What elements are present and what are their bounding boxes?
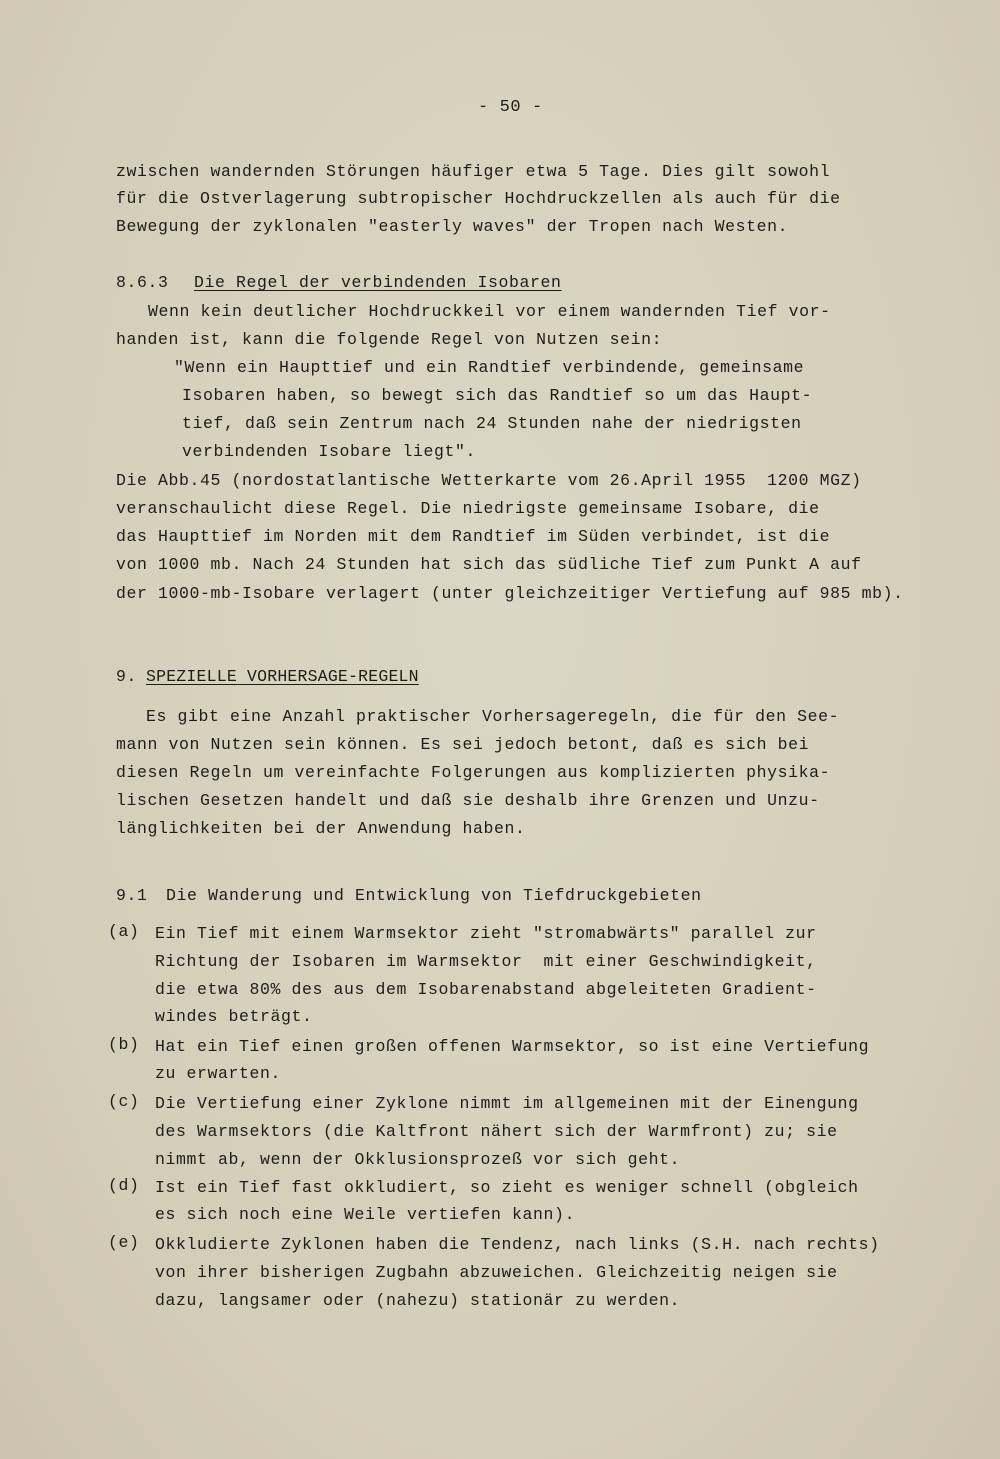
list-item-label: (c): [108, 1092, 140, 1111]
section-title: Die Regel der verbindenden Isobaren: [194, 273, 562, 292]
list-item-line: Ist ein Tief fast okkludiert, so zieht es weniger schnell (obgleich: [155, 1178, 859, 1197]
list-item-line: windes beträgt.: [155, 1007, 313, 1026]
list-item-line: Okkludierte Zyklonen haben die Tendenz, nach links (S.H. nach rechts): [155, 1235, 880, 1254]
list-item-line: von ihrer bisherigen Zugbahn abzuweichen. Gleichzeitig neigen sie: [155, 1263, 838, 1282]
section-title: Die Wanderung und Entwicklung von Tiefdruckgebieten: [166, 886, 702, 905]
section-title: SPEZIELLE VORHERSAGE-REGELN: [146, 667, 419, 686]
quote-line: verbindenden Isobare liegt".: [182, 442, 477, 461]
intro-line: Bewegung der zyklonalen "easterly waves" der Tropen nach Westen.: [116, 217, 789, 236]
list-item-label: (e): [108, 1233, 140, 1252]
intro-line: für die Ostverlagerung subtropischer Hochdruckzellen als auch für die: [116, 189, 841, 208]
list-item-line: zu erwarten.: [155, 1064, 282, 1083]
section-number: 9.1: [116, 886, 148, 905]
paragraph-line: das Haupttief im Norden mit dem Randtief im Süden verbindet, ist die: [116, 527, 831, 546]
list-item-line: des Warmsektors (die Kaltfront nähert sich der Warmfront) zu; sie: [155, 1122, 838, 1141]
section-number: 8.6.3: [116, 273, 169, 292]
quote-line: tief, daß sein Zentrum nach 24 Stunden nahe der niedrigsten: [182, 414, 802, 433]
paragraph-line: diesen Regeln um vereinfachte Folgerungen aus komplizierten physika-: [116, 763, 831, 782]
paragraph-line: veranschaulicht diese Regel. Die niedrigste gemeinsame Isobare, die: [116, 499, 820, 518]
paragraph-line: Es gibt eine Anzahl praktischer Vorhersageregeln, die für den See-: [146, 707, 840, 726]
list-item-line: die etwa 80% des aus dem Isobarenabstand abgeleiteten Gradient-: [155, 980, 817, 999]
section-number: 9.: [116, 667, 138, 686]
paragraph-line: von 1000 mb. Nach 24 Stunden hat sich das südliche Tief zum Punkt A auf: [116, 555, 862, 574]
quote-line: Isobaren haben, so bewegt sich das Randtief so um das Haupt-: [182, 386, 813, 405]
list-item-line: dazu, langsamer oder (nahezu) stationär zu werden.: [155, 1291, 681, 1310]
list-item-line: Ein Tief mit einem Warmsektor zieht "stromabwärts" parallel zur: [155, 924, 817, 943]
paragraph-line: handen ist, kann die folgende Regel von Nutzen sein:: [116, 330, 663, 349]
paragraph-line: länglichkeiten bei der Anwendung haben.: [116, 819, 526, 838]
list-item-line: Richtung der Isobaren im Warmsektor mit einer Geschwindigkeit,: [155, 952, 817, 971]
list-item-line: Die Vertiefung einer Zyklone nimmt im allgemeinen mit der Einengung: [155, 1094, 859, 1113]
list-item-line: nimmt ab, wenn der Okklusionsprozeß vor sich geht.: [155, 1150, 681, 1169]
list-item-label: (b): [108, 1035, 140, 1054]
paragraph-line: Wenn kein deutlicher Hochdruckkeil vor einem wandernden Tief vor-: [148, 302, 831, 321]
quote-line: "Wenn ein Haupttief und ein Randtief verbindende, gemeinsame: [174, 358, 805, 377]
paragraph-line: lischen Gesetzen handelt und daß sie deshalb ihre Grenzen und Unzu-: [116, 791, 820, 810]
paragraph-line: mann von Nutzen sein können. Es sei jedoch betont, daß es sich bei: [116, 735, 810, 754]
paragraph-line: der 1000-mb-Isobare verlagert (unter gleichzeitiger Vertiefung auf 985 mb).: [116, 584, 904, 603]
paragraph-line: Die Abb.45 (nordostatlantische Wetterkarte vom 26.April 1955 1200 MGZ): [116, 471, 862, 490]
list-item-line: Hat ein Tief einen großen offenen Warmsektor, so ist eine Vertiefung: [155, 1037, 870, 1056]
intro-line: zwischen wandernden Störungen häufiger etwa 5 Tage. Dies gilt sowohl: [116, 162, 831, 181]
page-number: - 50 -: [478, 98, 543, 117]
list-item-line: es sich noch eine Weile vertiefen kann).: [155, 1205, 576, 1224]
list-item-label: (a): [108, 922, 140, 941]
list-item-label: (d): [108, 1176, 140, 1195]
